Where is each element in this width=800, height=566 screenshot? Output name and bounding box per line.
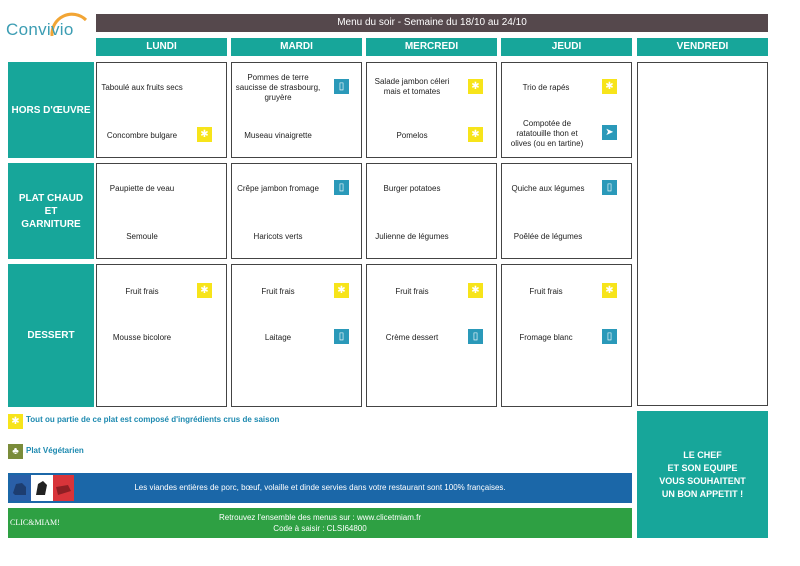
cell-plat-mardi (231, 163, 362, 259)
cell-plat-lundi (96, 163, 227, 259)
sun-icon (8, 414, 23, 429)
jar-icon: ▯ (602, 180, 617, 195)
dish-name: Crêpe jambon fromage (237, 184, 319, 193)
sun-icon (334, 283, 349, 298)
dish-name: Salade jambon céleri mais et tomates (374, 77, 450, 96)
sun-icon (197, 283, 212, 298)
banner-site-line1: Retrouvez l'ensemble des menus sur : www.clicetmiam.fr (218, 513, 422, 522)
dish-name: Laitage (264, 333, 292, 342)
fish-icon: ➤ (602, 125, 617, 140)
chef-line: VOUS SOUHAITENT (659, 475, 746, 486)
dish-name: Paupiette de veau (109, 184, 175, 193)
dish-name: Quiche aux légumes (511, 184, 585, 193)
cell-hors-mardi (231, 62, 362, 158)
day-header-mardi: MARDI (231, 38, 362, 56)
french-origin-flag-icon (10, 475, 74, 501)
cell-plat-mercredi (366, 163, 497, 259)
french-meat-banner (8, 473, 632, 503)
jar-icon: ▯ (468, 329, 483, 344)
row-label-hors-doeuvre: HORS D'ŒUVRE (8, 62, 94, 158)
cell-hors-mercredi (366, 62, 497, 158)
cell-plat-jeudi (501, 163, 632, 259)
convivio-logo (6, 10, 88, 52)
banner-site-line2: Code à saisir : CLSI64800 (273, 524, 367, 533)
jar-icon: ▯ (334, 329, 349, 344)
dish-name: Concombre bulgare (106, 131, 178, 140)
sun-icon (468, 127, 483, 142)
day-header-jeudi: JEUDI (501, 38, 632, 56)
dish-name: Compotée de ratatouille thon et olives (ou en tartine) (510, 119, 584, 148)
dish-name: Fruit frais (125, 287, 159, 296)
sun-icon (468, 283, 483, 298)
dish-name: Fruit frais (261, 287, 295, 296)
dish-name: Pomelos (396, 131, 428, 140)
sun-icon (602, 283, 617, 298)
sun-icon (197, 127, 212, 142)
row-label-plat-chaud: PLAT CHAUD ET GARNITURE (8, 163, 94, 259)
clicmiam-logo: CLIC&MIAM! (10, 518, 60, 527)
sun-icon (468, 79, 483, 94)
cell-dessert-mardi (231, 264, 362, 407)
cell-dessert-lundi (96, 264, 227, 407)
day-header-vendredi: VENDREDI (637, 38, 768, 56)
cell-dessert-mercredi (366, 264, 497, 407)
dish-name: Trio de rapés (522, 83, 570, 92)
legend-crus: Tout ou partie de ce plat est composé d'ingrédients crus de saison (26, 415, 280, 424)
chef-line: ET SON EQUIPE (667, 462, 738, 473)
dish-name: Poêlée de légumes (513, 232, 583, 241)
day-header-mercredi: MERCREDI (366, 38, 497, 56)
dish-name: Fromage blanc (519, 333, 573, 342)
vendredi-column (637, 62, 768, 406)
cell-dessert-jeudi (501, 264, 632, 407)
dish-name: Burger potatoes (383, 184, 441, 193)
jar-icon: ▯ (602, 329, 617, 344)
legend-vegetarien: Plat Végétarien (26, 446, 84, 455)
dish-name: Fruit frais (395, 287, 429, 296)
cell-hors-lundi (96, 62, 227, 158)
chef-message (637, 411, 768, 538)
chef-line: UN BON APPETIT ! (661, 488, 744, 499)
cell-hors-jeudi (501, 62, 632, 158)
row-label-dessert: DESSERT (8, 264, 94, 407)
jar-icon: ▯ (334, 180, 349, 195)
sun-icon (602, 79, 617, 94)
chef-line: LE CHEF (683, 449, 722, 460)
dish-name: Semoule (126, 232, 158, 241)
day-header-lundi: LUNDI (96, 38, 227, 56)
dish-name: Mousse bicolore (112, 333, 172, 342)
clicetmiam-banner (8, 508, 632, 538)
dish-name: Crème dessert (385, 333, 439, 342)
vegetable-icon: ♣ (8, 444, 23, 459)
menu-title: Menu du soir - Semaine du 18/10 au 24/10 (96, 14, 768, 32)
dish-name: Julienne de légumes (375, 232, 449, 241)
dish-name: Haricots verts (253, 232, 303, 241)
banner-meat-text: Les viandes entières de porc, bœuf, volaille et dinde servies dans votre restaurant sont 100% françaises. (134, 483, 506, 492)
dish-name: Pommes de terre saucisse de strasbourg, gruyère (235, 73, 321, 102)
dish-name: Fruit frais (529, 287, 563, 296)
dish-name: Museau vinaigrette (244, 131, 312, 140)
brand-name: Convivio (6, 20, 74, 39)
jar-icon: ▯ (334, 79, 349, 94)
dish-name: Taboulé aux fruits secs (101, 83, 183, 92)
